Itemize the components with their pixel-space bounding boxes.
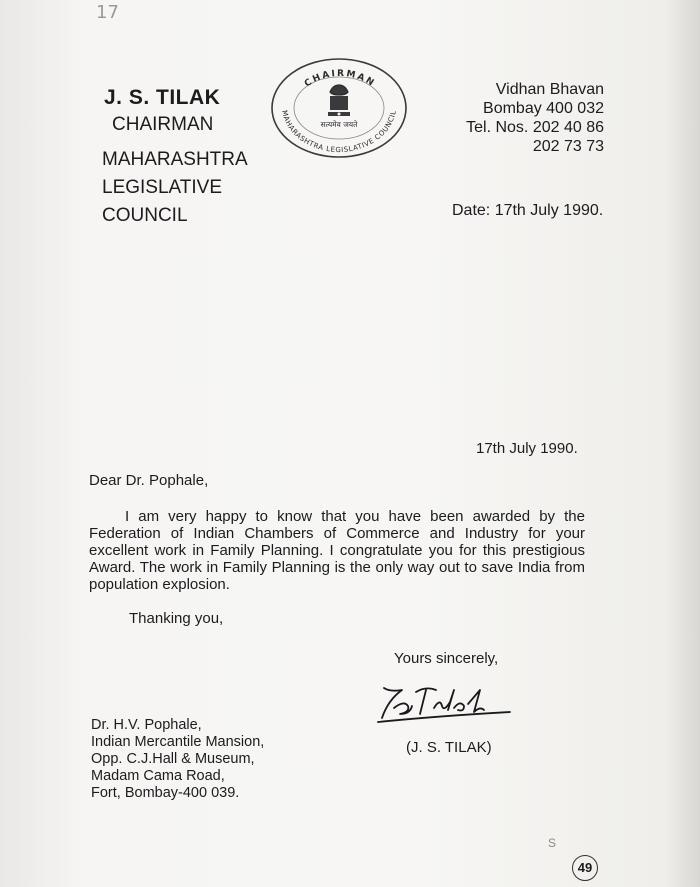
org-line: COUNCIL <box>102 205 188 226</box>
recipient-address <box>91 717 264 802</box>
seal-motto: सत्यमेव जयते <box>320 120 358 129</box>
seal-top-text: CHAIRMAN <box>302 68 377 90</box>
salutation: Dear Dr. Pophale, <box>89 472 209 489</box>
letterhead-date: Date: 17th July 1990. <box>452 202 604 219</box>
handwritten-signature <box>372 678 522 724</box>
page-edge-shadow <box>664 0 700 887</box>
recipient-line: Dr. H.V. Pophale, <box>91 717 202 733</box>
pencil-annotation: 17 <box>96 2 119 23</box>
address-line: Bombay 400 032 <box>483 100 604 117</box>
signatory-name: (J. S. TILAK) <box>406 739 492 756</box>
page-number-badge: 49 <box>572 855 598 881</box>
letterhead-sender <box>102 84 248 230</box>
recipient-line: Indian Mercantile Mansion, <box>91 734 265 750</box>
sender-title: CHAIRMAN <box>112 114 214 135</box>
org-line: MAHARASHTRA <box>102 149 248 170</box>
recipient-line: Opp. C.J.Hall & Museum, <box>91 751 255 767</box>
org-line: LEGISLATIVE <box>102 177 223 198</box>
letter-body <box>89 508 585 593</box>
body-paragraph: I am very happy to know that you have been awarded by the Federation of Indian Chambers of Commerce and Industry for your excellent work in Family Planning. I congratulate you for this prestigious Award. The work in Family Planning is the only way out to save India from population explosion. <box>89 508 585 593</box>
letterhead-address <box>466 80 604 156</box>
sender-organization <box>102 146 248 230</box>
closing-line: Yours sincerely, <box>394 650 499 667</box>
address-line: Tel. Nos. 202 40 86 <box>466 119 604 136</box>
recipient-line: Fort, Bombay-400 039. <box>91 785 240 801</box>
seal-bottom-text: MAHARASHTRA LEGISLATIVE COUNCIL <box>280 109 398 155</box>
page-pencil-mark: S <box>548 836 557 850</box>
address-line: Vidhan Bhavan <box>495 81 604 98</box>
recipient-line: Madam Cama Road, <box>91 768 225 784</box>
lion-capital-emblem-icon <box>328 85 350 116</box>
letter-date: 17th July 1990. <box>476 440 578 457</box>
sender-name: J. S. TILAK <box>104 86 221 109</box>
address-line: 202 73 73 <box>532 138 604 155</box>
official-seal-stamp <box>268 56 410 160</box>
thanking-line: Thanking you, <box>129 610 224 627</box>
